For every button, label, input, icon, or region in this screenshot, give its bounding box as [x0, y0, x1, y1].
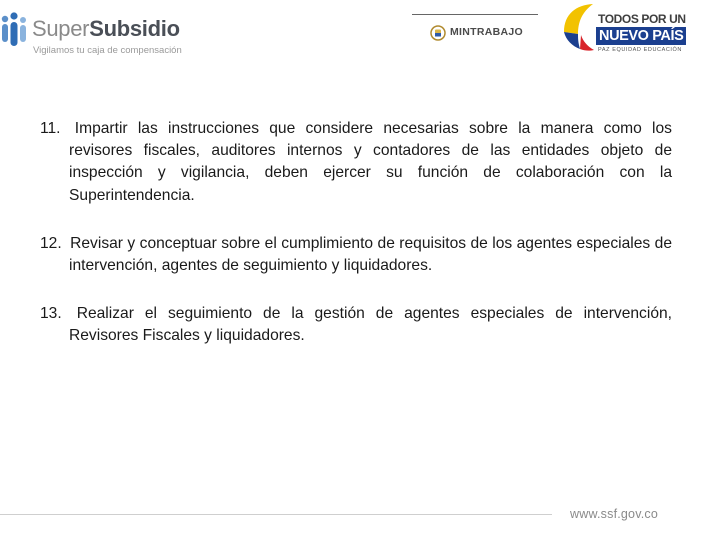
supersubsidio-logo [0, 8, 200, 60]
list-item-text: Revisar y conceptuar sobre el cumplimiento de requisitos de los agentes especiales de intervención, agentes de seguimiento y liquidadores. [69, 234, 672, 275]
nuevo-pais-tagline: PAZ EQUIDAD EDUCACIÓN [598, 47, 683, 53]
list-item-number: 11. [40, 120, 61, 137]
supersubsidio-name-part1: Super [32, 16, 90, 41]
nuevo-pais-logo [560, 2, 710, 58]
list-item-text: Impartir las instrucciones que considere necesarias sobre la manera como los revisores fiscales, auditores internos y contadores de las entidades objeto de inspección y vigilancia, deben ejercer su función de colaboración con la Superintendencia. [69, 120, 672, 204]
supersubsidio-tagline: Vigilamos tu caja de compensación [33, 45, 182, 56]
mintrabajo-label: MINTRABAJO [450, 26, 523, 38]
list-item [40, 233, 672, 277]
list-item-text: Realizar el seguimiento de la gestión de agentes especiales de intervención, Revisores Fiscales y liquidadores. [69, 305, 672, 345]
list-item-number: 13. [40, 305, 62, 323]
supersubsidio-people-icon [0, 10, 28, 56]
mintrabajo-logo [412, 14, 540, 46]
coat-of-arms-icon [430, 25, 446, 41]
mintrabajo-rule [412, 14, 538, 15]
footer-divider [0, 514, 552, 515]
list-item [40, 118, 672, 207]
list-item [40, 303, 672, 347]
colombia-flag-icon [560, 2, 596, 54]
functions-list [40, 118, 672, 374]
nuevo-pais-line2: NUEVO PAÍS [596, 27, 686, 45]
supersubsidio-name [32, 16, 180, 42]
footer-url: www.ssf.gov.co [570, 507, 659, 521]
supersubsidio-name-part2: Subsidio [89, 16, 180, 41]
list-item-number: 12. [40, 234, 62, 252]
nuevo-pais-line1: TODOS POR UN [598, 12, 686, 26]
